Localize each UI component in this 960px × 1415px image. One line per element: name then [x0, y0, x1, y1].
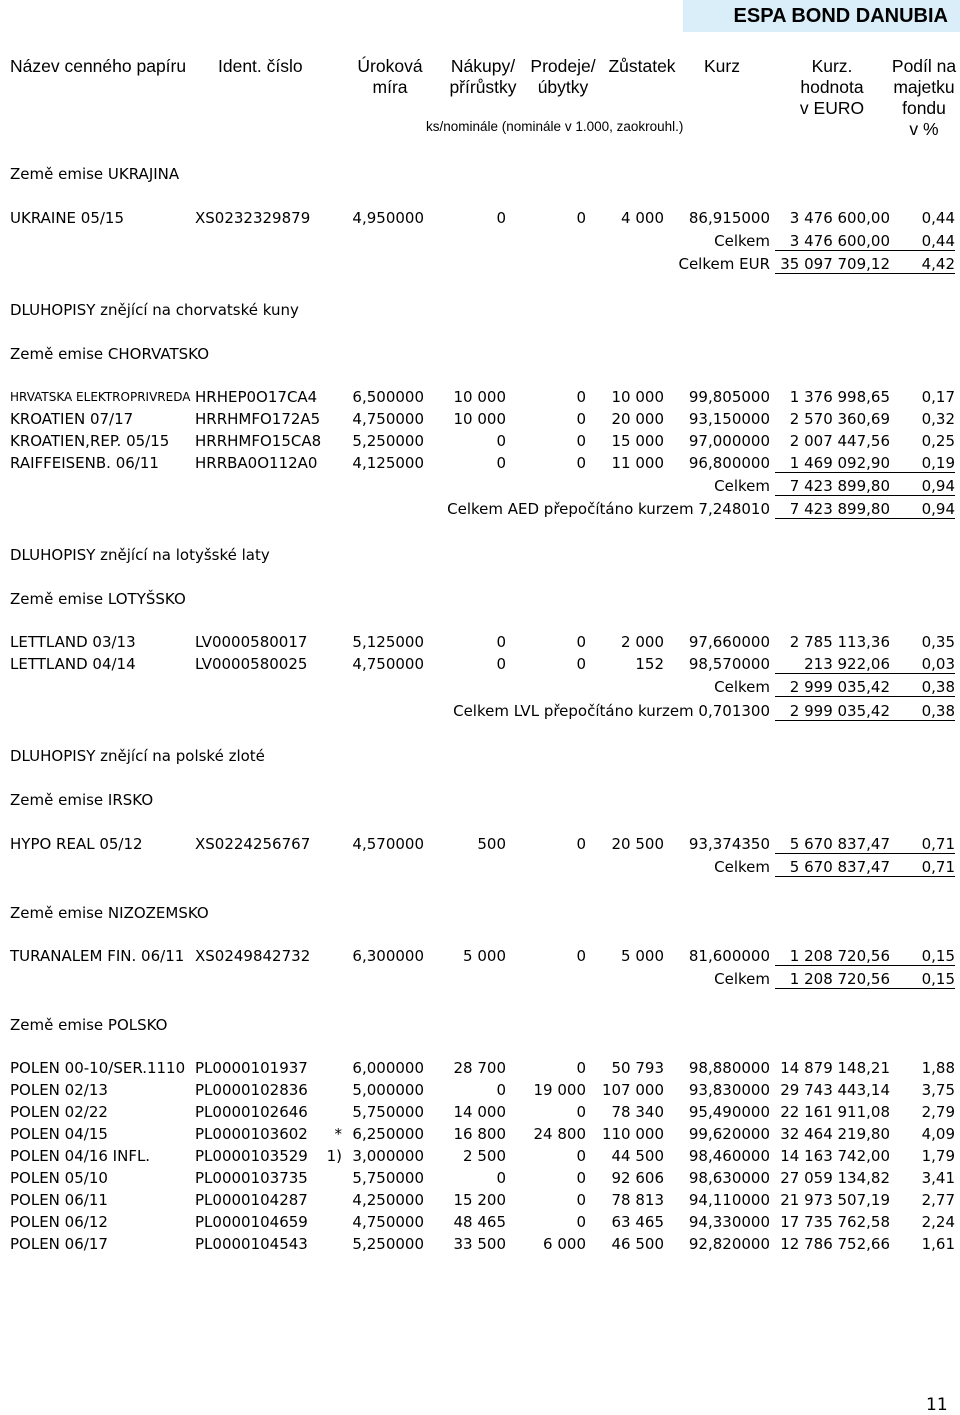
table-cell-name: POLEN 04/16 INFL.: [10, 1147, 151, 1165]
table-cell-value: 14 879 148,21: [780, 1059, 890, 1077]
table-cell-ident: PL0000102646: [195, 1103, 308, 1121]
table-cell-bal: 50 793: [611, 1059, 664, 1077]
table-cell-name: LETTLAND 03/13: [10, 633, 136, 651]
total-value: 7 423 899,80: [775, 500, 890, 519]
country-heading-ukrajina: Země emise UKRAJINA: [10, 165, 180, 183]
table-cell-sell: 0: [576, 1059, 586, 1077]
table-cell-name: HYPO REAL 05/12: [10, 835, 143, 853]
table-cell-name: HRVATSKA ELEKTROPRIVREDA: [10, 390, 191, 404]
country-heading-lotyssko: Země emise LOTYŠSKO: [10, 590, 186, 608]
table-cell-value: 12 786 752,66: [780, 1235, 890, 1253]
total-label: Celkem: [714, 232, 770, 250]
total-share: 0,94: [890, 477, 955, 496]
table-cell-share: 3,75: [921, 1081, 955, 1099]
table-cell-sell: 0: [576, 1191, 586, 1209]
table-cell-bal: 46 500: [611, 1235, 664, 1253]
table-cell-name: POLEN 06/12: [10, 1213, 108, 1231]
total-value: 35 097 709,12: [775, 255, 890, 274]
table-cell-bal: 152: [635, 655, 664, 673]
total-share: 0,94: [890, 500, 955, 519]
table-cell-share: 0,32: [921, 410, 955, 428]
table-cell-bal: 20 000: [611, 410, 664, 428]
table-cell-bal: 44 500: [611, 1147, 664, 1165]
table-cell-ident: HRHEP0O17CA4: [195, 388, 318, 406]
col-header-rate: Úroková míra: [357, 56, 423, 97]
table-cell-buy: 0: [496, 454, 506, 472]
table-cell-rate: 5,000000: [352, 1081, 424, 1099]
col-header-balance: Zůstatek: [608, 56, 676, 76]
table-cell-value: 29 743 443,14: [780, 1081, 890, 1099]
table-cell-bal: 4 000: [621, 209, 664, 227]
table-cell-share: 0,15: [890, 947, 955, 966]
table-cell-bal: 63 465: [611, 1213, 664, 1231]
country-heading-chorvatsko: Země emise CHORVATSKO: [10, 345, 209, 363]
table-cell-bal: 20 500: [611, 835, 664, 853]
table-cell-value: 1 208 720,56: [775, 947, 890, 966]
col-header-ident: Ident. číslo: [218, 56, 303, 76]
table-cell-name: POLEN 06/17: [10, 1235, 108, 1253]
fund-title: ESPA BOND DANUBIA: [733, 5, 948, 27]
table-cell-price: 96,800000: [688, 454, 770, 472]
table-cell-value: 21 973 507,19: [780, 1191, 890, 1209]
table-cell-name: POLEN 00-10/SER.1110: [10, 1059, 186, 1077]
table-cell-buy: 33 500: [453, 1235, 506, 1253]
table-cell-ident: PL0000103602: [195, 1125, 308, 1143]
table-cell-name: POLEN 02/13: [10, 1081, 108, 1099]
table-cell-sell: 24 800: [533, 1125, 586, 1143]
table-cell-rate: 4,950000: [352, 209, 424, 227]
table-cell-rate: 5,125000: [352, 633, 424, 651]
col-header-share: Podíl na majetku fondu v %: [891, 56, 957, 139]
table-cell-price: 93,374350: [688, 835, 770, 853]
table-cell-value: 14 163 742,00: [780, 1147, 890, 1165]
table-cell-mark: *: [334, 1125, 342, 1143]
table-cell-sell: 6 000: [543, 1235, 586, 1253]
table-cell-price: 98,880000: [688, 1059, 770, 1077]
table-cell-name: POLEN 02/22: [10, 1103, 108, 1121]
table-cell-price: 98,630000: [688, 1169, 770, 1187]
table-cell-price: 97,000000: [688, 432, 770, 450]
table-cell-name: KROATIEN,REP. 05/15: [10, 432, 170, 450]
table-cell-buy: 14 000: [453, 1103, 506, 1121]
table-cell-share: 4,09: [921, 1125, 955, 1143]
table-cell-buy: 0: [496, 633, 506, 651]
total-label: Celkem: [714, 970, 770, 988]
table-cell-sell: 0: [576, 1169, 586, 1187]
table-cell-buy: 15 200: [453, 1191, 506, 1209]
col-header-purchases: Nákupy/ přírůstky: [449, 56, 517, 97]
table-cell-sell: 0: [576, 655, 586, 673]
table-cell-bal: 15 000: [611, 432, 664, 450]
col-header-sales: Prodeje/ úbytky: [530, 56, 596, 97]
table-cell-sell: 0: [576, 1213, 586, 1231]
table-cell-value: 27 059 134,82: [780, 1169, 890, 1187]
col-header-note: ks/nominále (nominále v 1.000, zaokrouhl.): [426, 119, 684, 134]
table-cell-share: 1,61: [921, 1235, 955, 1253]
table-cell-share: 0,71: [890, 835, 955, 854]
table-cell-rate: 5,750000: [352, 1169, 424, 1187]
table-cell-ident: HRRBA0O112A0: [195, 454, 318, 472]
table-cell-buy: 500: [477, 835, 506, 853]
table-cell-value: 2 007 447,56: [789, 432, 890, 450]
table-cell-price: 93,150000: [688, 410, 770, 428]
table-cell-ident: PL0000101937: [195, 1059, 308, 1077]
table-cell-sell: 0: [576, 209, 586, 227]
total-label: Celkem: [714, 858, 770, 876]
table-cell-bal: 110 000: [601, 1125, 664, 1143]
table-cell-value: 32 464 219,80: [780, 1125, 890, 1143]
table-cell-ident: HRRHMFO15CA8: [195, 432, 322, 450]
table-cell-buy: 0: [496, 209, 506, 227]
table-cell-buy: 2 500: [463, 1147, 506, 1165]
total-share: 0,15: [890, 970, 955, 989]
table-cell-buy: 0: [496, 432, 506, 450]
table-cell-value: 1 469 092,90: [775, 454, 890, 473]
table-cell-value: 5 670 837,47: [775, 835, 890, 854]
total-label: Celkem EUR: [678, 255, 770, 273]
table-cell-rate: 4,750000: [352, 1213, 424, 1231]
table-cell-buy: 0: [496, 1081, 506, 1099]
table-cell-sell: 0: [576, 454, 586, 472]
fund-banner: [683, 0, 960, 32]
table-cell-value: 22 161 911,08: [780, 1103, 890, 1121]
table-cell-value: 2 570 360,69: [789, 410, 890, 428]
table-cell-buy: 10 000: [453, 388, 506, 406]
table-cell-share: 2,79: [921, 1103, 955, 1121]
total-value: 3 476 600,00: [775, 232, 890, 251]
table-cell-buy: 5 000: [463, 947, 506, 965]
table-cell-rate: 5,250000: [352, 432, 424, 450]
total-share: 0,38: [890, 678, 955, 697]
table-cell-share: 0,44: [921, 209, 955, 227]
table-cell-price: 81,600000: [688, 947, 770, 965]
table-cell-rate: 4,125000: [352, 454, 424, 472]
table-cell-price: 98,570000: [688, 655, 770, 673]
table-cell-share: 0,35: [921, 633, 955, 651]
table-cell-name: UKRAINE 05/15: [10, 209, 125, 227]
table-cell-share: 0,19: [890, 454, 955, 473]
table-cell-ident: PL0000104659: [195, 1213, 308, 1231]
table-cell-bal: 2 000: [621, 633, 664, 651]
table-cell-name: POLEN 04/15: [10, 1125, 108, 1143]
table-cell-price: 92,820000: [688, 1235, 770, 1253]
total-share: 4,42: [890, 255, 955, 274]
total-share: 0,44: [890, 232, 955, 251]
table-cell-rate: 4,750000: [352, 655, 424, 673]
table-cell-rate: 5,750000: [352, 1103, 424, 1121]
table-cell-sell: 0: [576, 835, 586, 853]
table-cell-sell: 0: [576, 388, 586, 406]
table-cell-price: 93,830000: [688, 1081, 770, 1099]
table-cell-buy: 0: [496, 1169, 506, 1187]
table-cell-ident: XS0232329879: [195, 209, 311, 227]
table-cell-share: 3,41: [921, 1169, 955, 1187]
col-header-value: Kurz. hodnota v EURO: [799, 56, 865, 118]
table-cell-bal: 5 000: [621, 947, 664, 965]
table-cell-sell: 19 000: [533, 1081, 586, 1099]
table-cell-value: 17 735 762,58: [780, 1213, 890, 1231]
total-share: 0,38: [890, 702, 955, 721]
table-cell-share: 1,79: [921, 1147, 955, 1165]
table-cell-share: 2,77: [921, 1191, 955, 1209]
table-cell-rate: 6,000000: [352, 1059, 424, 1077]
total-value: 2 999 035,42: [775, 678, 890, 697]
table-cell-share: 0,25: [921, 432, 955, 450]
country-heading-irsko: Země emise IRSKO: [10, 791, 154, 809]
total-value: 2 999 035,42: [775, 702, 890, 721]
table-cell-rate: 6,300000: [352, 947, 424, 965]
table-cell-ident: PL0000103529: [195, 1147, 308, 1165]
table-cell-price: 94,110000: [688, 1191, 770, 1209]
table-cell-value: 3 476 600,00: [789, 209, 890, 227]
table-cell-sell: 0: [576, 947, 586, 965]
table-cell-ident: LV0000580017: [195, 633, 308, 651]
table-cell-ident: PL0000102836: [195, 1081, 308, 1099]
table-cell-sell: 0: [576, 432, 586, 450]
table-cell-rate: 6,250000: [352, 1125, 424, 1143]
table-cell-value: 2 785 113,36: [789, 633, 890, 651]
table-cell-price: 86,915000: [688, 209, 770, 227]
table-cell-bal: 11 000: [611, 454, 664, 472]
total-value: 7 423 899,80: [775, 477, 890, 496]
table-cell-ident: LV0000580025: [195, 655, 308, 673]
currency-heading-lvl: DLUHOPISY znějící na lotyšské laty: [10, 546, 270, 564]
currency-heading-pln: DLUHOPISY znějící na polské zloté: [10, 747, 265, 765]
table-cell-rate: 6,500000: [352, 388, 424, 406]
table-cell-bal: 78 340: [611, 1103, 664, 1121]
table-cell-sell: 0: [576, 1103, 586, 1121]
table-cell-ident: PL0000103735: [195, 1169, 308, 1187]
table-cell-buy: 16 800: [453, 1125, 506, 1143]
table-cell-ident: PL0000104287: [195, 1191, 308, 1209]
total-label: Celkem: [714, 477, 770, 495]
table-cell-rate: 4,750000: [352, 410, 424, 428]
table-cell-sell: 0: [576, 410, 586, 428]
table-cell-name: LETTLAND 04/14: [10, 655, 136, 673]
table-cell-value: 213 922,06: [775, 655, 890, 674]
country-heading-nizozemsko: Země emise NIZOZEMSKO: [10, 904, 209, 922]
table-cell-price: 94,330000: [688, 1213, 770, 1231]
table-cell-buy: 48 465: [453, 1213, 506, 1231]
total-share: 0,71: [890, 858, 955, 877]
table-cell-ident: PL0000104543: [195, 1235, 308, 1253]
table-cell-sell: 0: [576, 1147, 586, 1165]
country-heading-polsko: Země emise POLSKO: [10, 1016, 168, 1034]
table-cell-bal: 92 606: [611, 1169, 664, 1187]
total-label: Celkem AED přepočítáno kurzem 7,248010: [447, 500, 770, 518]
table-cell-name: TURANALEM FIN. 06/11: [10, 947, 185, 965]
table-cell-price: 97,660000: [688, 633, 770, 651]
total-value: 1 208 720,56: [775, 970, 890, 989]
table-cell-ident: HRRHMFO172A5: [195, 410, 321, 428]
table-cell-price: 95,490000: [688, 1103, 770, 1121]
table-cell-name: RAIFFEISENB. 06/11: [10, 454, 159, 472]
col-header-name: Název cenného papíru: [10, 56, 187, 76]
table-cell-name: POLEN 06/11: [10, 1191, 108, 1209]
table-cell-mark: 1): [326, 1147, 342, 1165]
total-label: Celkem LVL přepočítáno kurzem 0,701300: [453, 702, 770, 720]
table-cell-ident: XS0224256767: [195, 835, 311, 853]
table-cell-sell: 0: [576, 633, 586, 651]
table-cell-name: POLEN 05/10: [10, 1169, 108, 1187]
table-cell-share: 0,17: [921, 388, 955, 406]
table-cell-rate: 4,250000: [352, 1191, 424, 1209]
table-cell-buy: 10 000: [453, 410, 506, 428]
table-cell-price: 98,460000: [688, 1147, 770, 1165]
table-cell-share: 2,24: [921, 1213, 955, 1231]
table-cell-bal: 107 000: [601, 1081, 664, 1099]
table-cell-buy: 0: [496, 655, 506, 673]
table-cell-price: 99,805000: [688, 388, 770, 406]
table-cell-share: 1,88: [921, 1059, 955, 1077]
page-number: 11: [926, 1395, 948, 1415]
table-cell-rate: 4,570000: [352, 835, 424, 853]
currency-heading-hrk: DLUHOPISY znějící na chorvatské kuny: [10, 301, 299, 319]
table-cell-name: KROATIEN 07/17: [10, 410, 134, 428]
table-cell-share: 0,03: [890, 655, 955, 674]
col-header-price: Kurz: [704, 56, 740, 76]
table-cell-rate: 5,250000: [352, 1235, 424, 1253]
total-label: Celkem: [714, 678, 770, 696]
table-cell-bal: 78 813: [611, 1191, 664, 1209]
total-value: 5 670 837,47: [775, 858, 890, 877]
table-cell-value: 1 376 998,65: [789, 388, 890, 406]
table-cell-bal: 10 000: [611, 388, 664, 406]
table-cell-ident: XS0249842732: [195, 947, 311, 965]
table-cell-price: 99,620000: [688, 1125, 770, 1143]
table-cell-rate: 3,000000: [352, 1147, 424, 1165]
table-cell-buy: 28 700: [453, 1059, 506, 1077]
